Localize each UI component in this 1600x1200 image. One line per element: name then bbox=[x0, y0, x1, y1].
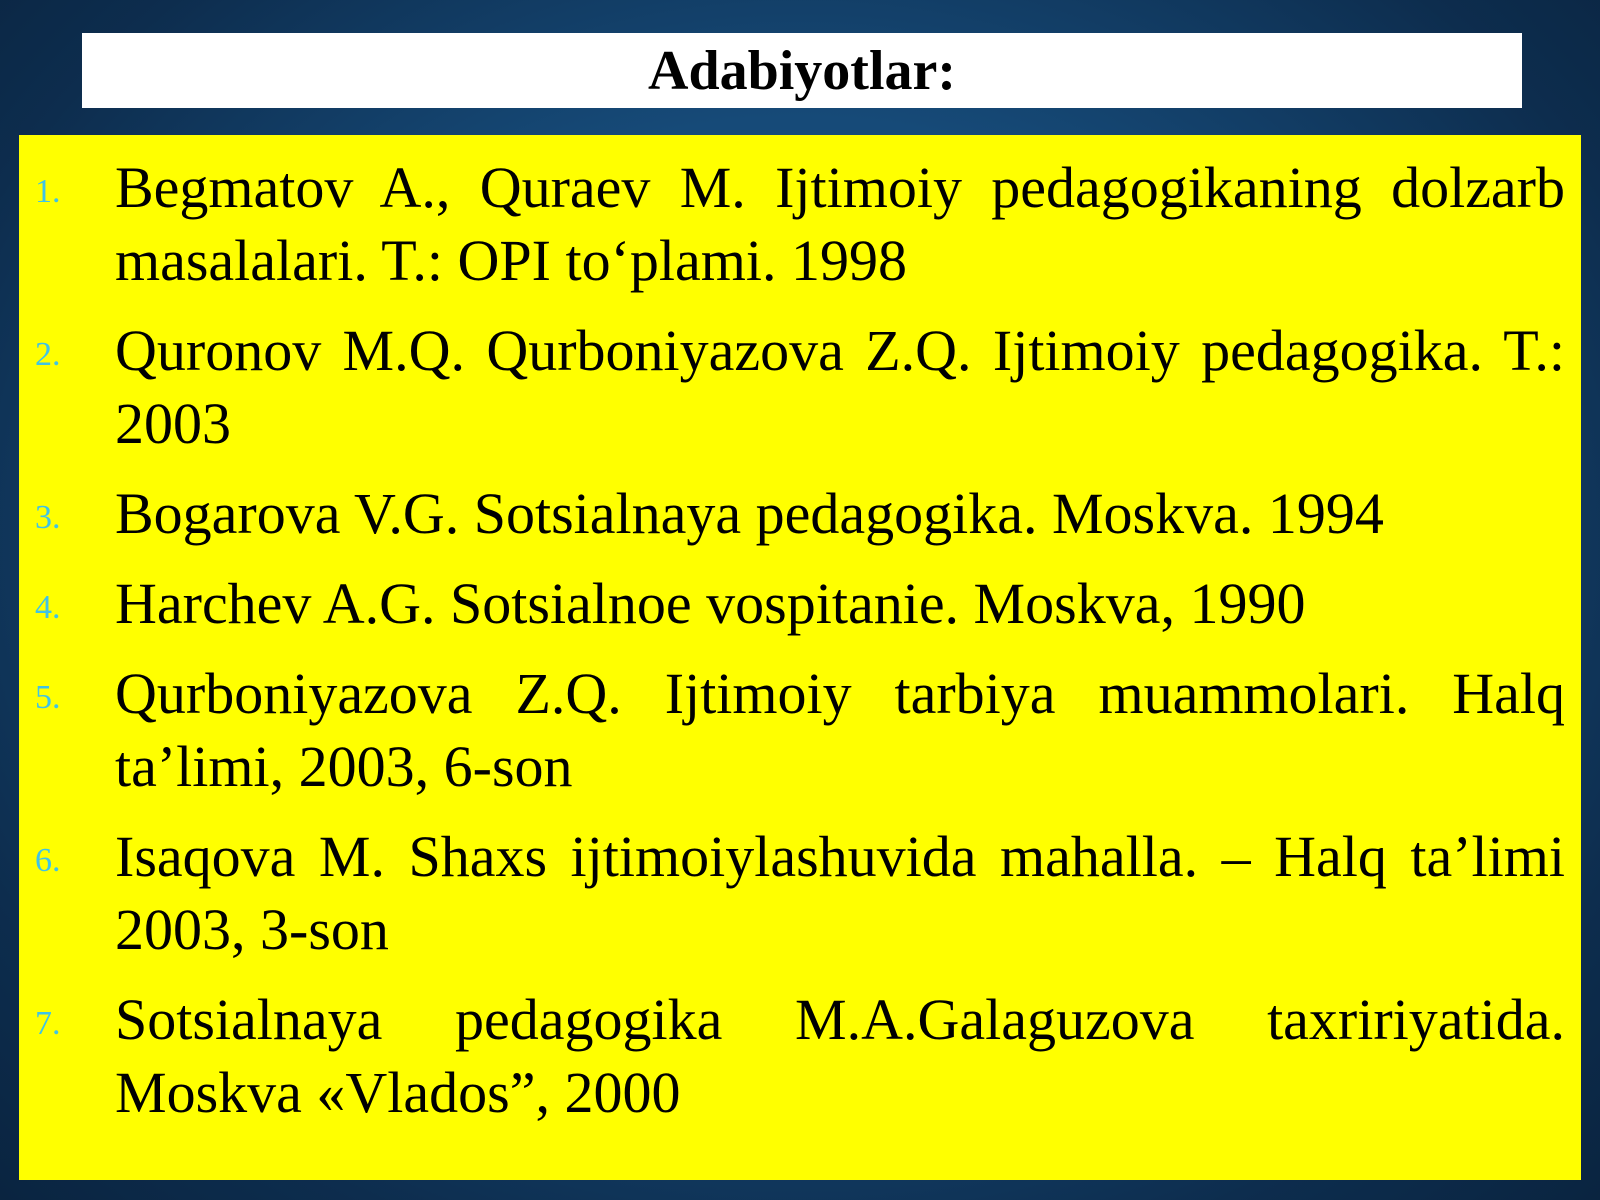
reference-item-5 bbox=[19, 657, 1581, 803]
reference-number: 5. bbox=[35, 679, 61, 716]
reference-number: 2. bbox=[35, 336, 61, 373]
reference-number: 6. bbox=[35, 842, 61, 879]
reference-item-1 bbox=[19, 151, 1581, 297]
reference-text: Harchev A.G. Sotsialnoe vospitanie. Moskva, 1990 bbox=[115, 571, 1306, 636]
references-panel bbox=[19, 135, 1581, 1180]
reference-text: Isaqova M. Shaxs ijtimoiylashuvida mahalla. – Halq ta’limi 2003, 3-son bbox=[115, 824, 1565, 962]
reference-text: Sotsialnaya pedagogika M.A.Galaguzova taxririyatida. Moskva «Vlados”, 2000 bbox=[115, 987, 1565, 1125]
reference-number: 1. bbox=[35, 173, 61, 210]
references-list bbox=[19, 151, 1581, 1146]
reference-number: 7. bbox=[35, 1005, 61, 1042]
title-bar bbox=[82, 33, 1522, 108]
reference-item-7 bbox=[19, 983, 1581, 1129]
reference-text: Bogarova V.G. Sotsialnaya pedagogika. Moskva. 1994 bbox=[115, 481, 1384, 546]
reference-text: Qurboniyazova Z.Q. Ijtimoiy tarbiya muammolari. Halq ta’limi, 2003, 6-son bbox=[115, 661, 1565, 799]
reference-number: 4. bbox=[35, 589, 61, 626]
reference-item-3 bbox=[19, 477, 1581, 550]
reference-item-4 bbox=[19, 567, 1581, 640]
reference-item-6 bbox=[19, 820, 1581, 966]
reference-text: Quronov M.Q. Qurboniyazova Z.Q. Ijtimoiy pedagogika. T.: 2003 bbox=[115, 318, 1565, 456]
reference-item-2 bbox=[19, 314, 1581, 460]
reference-number: 3. bbox=[35, 499, 61, 536]
slide-title: Adabiyotlar: bbox=[648, 39, 956, 102]
reference-text: Begmatov A., Quraev M. Ijtimoiy pedagogikaning dolzarb masalalari. T.: OPI to‘plami. 1998 bbox=[115, 155, 1565, 293]
